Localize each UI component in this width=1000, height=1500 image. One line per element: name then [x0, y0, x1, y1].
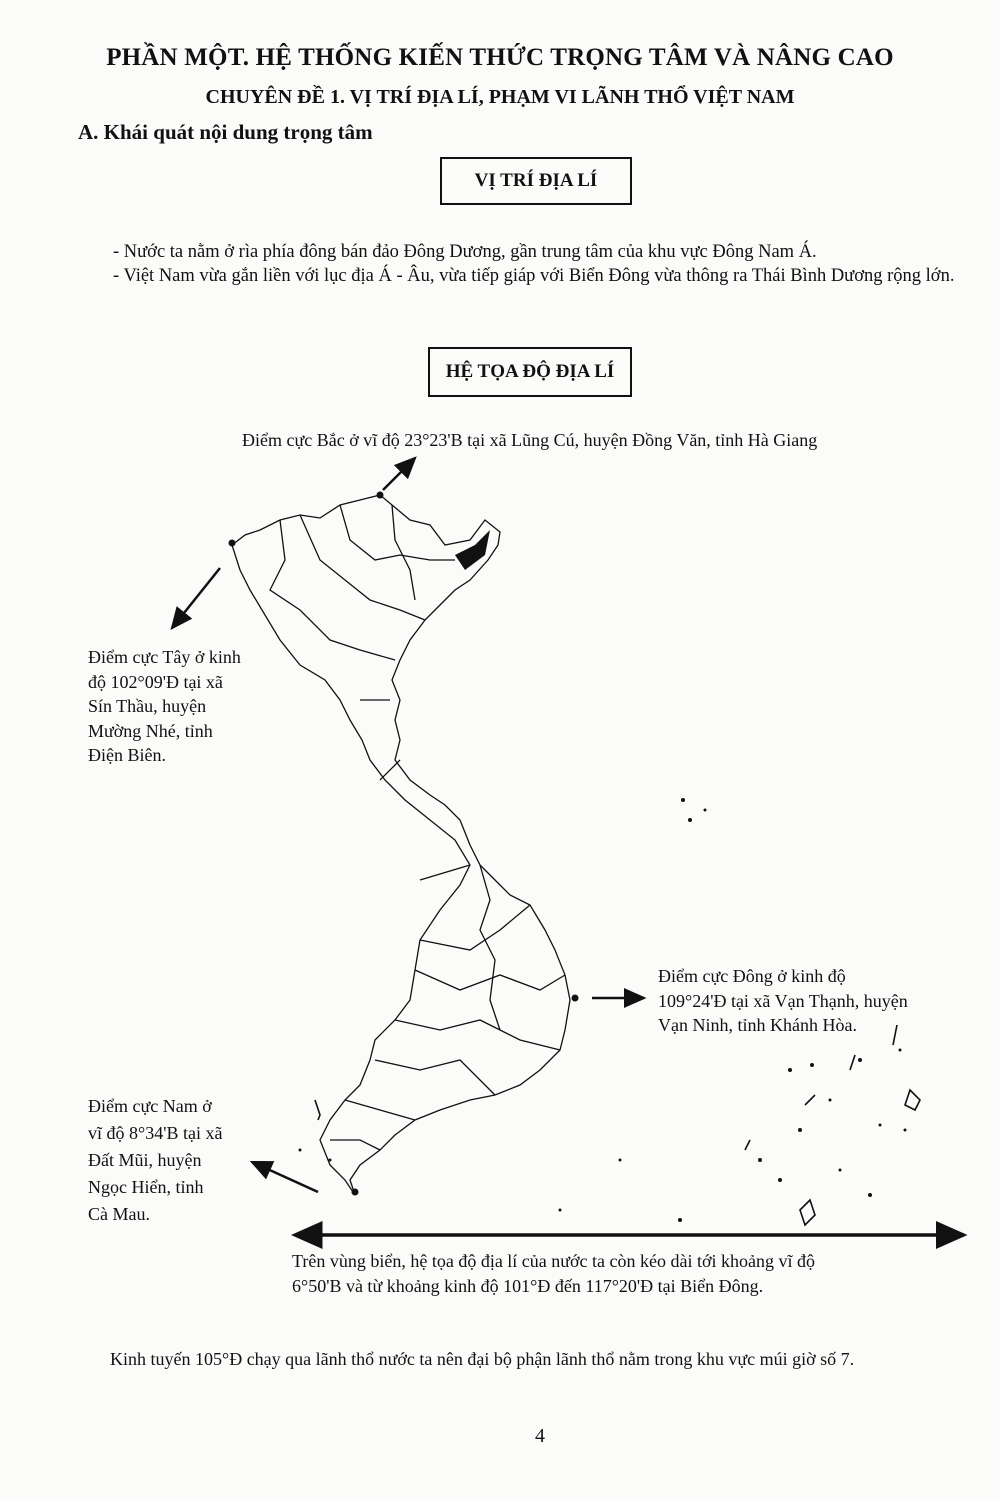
south-line: Ngọc Hiển, tỉnh [88, 1177, 204, 1197]
south-arrow [252, 1162, 318, 1192]
south-point-label [88, 1093, 222, 1228]
islands [229, 492, 907, 1223]
north-point-label: Điểm cực Bắc ở vĩ độ 23°23'B tại xã Lũng Cú, huyện Đồng Văn, tỉnh Hà Giang [242, 430, 818, 450]
west-line: Điểm cực Tây ở kinh [88, 647, 241, 667]
coordinates-box-title: HỆ TỌA ĐỘ ĐỊA LÍ [428, 347, 632, 397]
east-point-label [658, 964, 908, 1038]
sea-extent-text [292, 1249, 815, 1298]
east-line: Vạn Ninh, tỉnh Khánh Hòa. [658, 1015, 857, 1035]
west-arrow [172, 568, 220, 628]
sea-line: Trên vùng biển, hệ tọa độ địa lí của nước ta còn kéo dài tới khoảng vĩ độ [292, 1251, 816, 1271]
north-arrow [383, 458, 415, 490]
east-line: 109°24'Đ tại xã Vạn Thạnh, huyện [658, 990, 908, 1011]
west-point-label [88, 645, 241, 768]
section-title: A. Khái quát nội dung trọng tâm [78, 120, 373, 144]
island-outlines [315, 1025, 920, 1225]
west-line: Sín Thầu, huyện [88, 696, 207, 716]
meridian-note: Kinh tuyến 105°Đ chạy qua lãnh thổ nước ta nên đại bộ phận lãnh thổ nằm trong khu vực múi giờ số 7. [110, 1349, 855, 1369]
page-number: 4 [535, 1425, 545, 1447]
sea-line: 6°50'B và từ khoảng kinh độ 101°Đ đến 117°20'Đ tại Biển Đông. [292, 1275, 764, 1296]
country-outline [232, 495, 570, 1195]
west-line: độ 102°09'Đ tại xã [88, 671, 223, 692]
part-title: PHẦN MỘT. HỆ THỐNG KIẾN THỨC TRỌNG TÂM VÀ NÂNG CAO [106, 44, 894, 71]
location-box-title: VỊ TRÍ ĐỊA LÍ [440, 157, 632, 205]
chapter-title: CHUYÊN ĐỀ 1. VỊ TRÍ ĐỊA LÍ, PHẠM VI LÃNH THỔ VIỆT NAM [205, 86, 795, 108]
west-line: Mường Nhé, tỉnh [88, 720, 213, 741]
bullet-1: - Nước ta nằm ở rìa phía đông bán đảo Đông Dương, gần trung tâm của khu vực Đông Nam Á. [113, 242, 817, 262]
bullet-2: - Việt Nam vừa gắn liền với lục địa Á - Âu, vừa tiếp giáp với Biển Đông vừa thông ra Thái Bình Dương rộng lớn. [113, 266, 955, 286]
south-line: vĩ độ 8°34'B tại xã [88, 1123, 223, 1143]
south-line: Điểm cực Nam ở [88, 1096, 212, 1116]
south-line: Đất Mũi, huyện [88, 1150, 202, 1170]
east-line: Điểm cực Đông ở kinh độ [658, 966, 846, 986]
west-line: Điện Biên. [88, 745, 166, 765]
south-line: Cà Mau. [88, 1204, 150, 1224]
